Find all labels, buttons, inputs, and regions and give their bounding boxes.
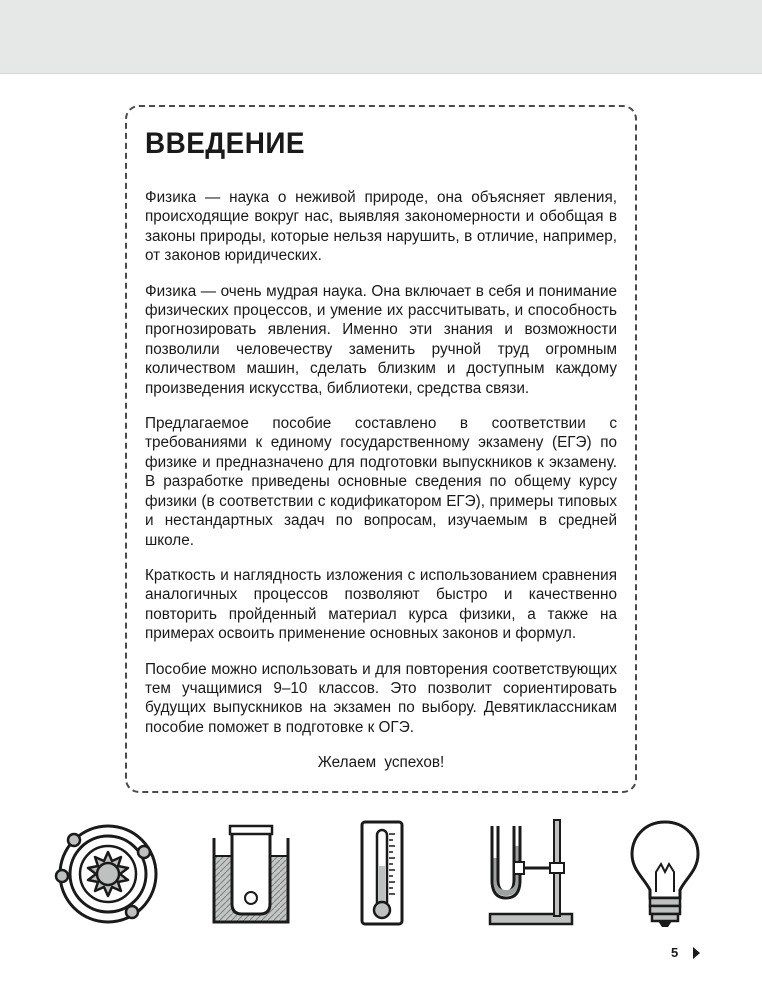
paragraph: Физика — наука о неживой природе, она объясняет явления, происходящие вокруг нас, выявляя закономерности и обобщая в законы природы, которые нельзя нарушить, в отличие, например, от законов юридических.: [145, 189, 617, 265]
thermometer-icon: [358, 820, 406, 928]
paragraph: Физика — очень мудрая наука. Она включает в себя и понимание физических процессов, и умение их рассчитывать, и способность прогнозировать явления. Именно эти знания и возможности позволили человечеству заменить ручной труд огромным количеством машин, сделать близким и доступным каждому произведения искусства, библиотеки, средства связи.: [145, 282, 617, 397]
page-number: 5: [671, 945, 679, 960]
paragraph: Краткость и наглядность изложения с использованием сравнения аналогичных процессов позволяют быстро и качественно повторить пройденный материал курса физики, а также на примерах освоить применение основных законов и формул.: [145, 566, 617, 643]
next-page-arrow-icon[interactable]: [692, 947, 700, 959]
paragraph: Пособие можно использовать и для повторения соответствующих тем учащимися 9–10 классов. Это позволит сориентировать будущих выпускников на экзамен по выбору. Девятиклассникам пособие поможет в подготовке к ОГЭ.: [145, 660, 617, 736]
solar-system-icon: [52, 818, 164, 930]
top-header-band: [0, 0, 762, 74]
signoff-text: Желаем успехов!: [317, 754, 445, 772]
introduction-box: [125, 105, 637, 793]
page-title: ВВЕДЕНИЕ: [145, 127, 305, 160]
light-bulb-icon: [628, 818, 702, 930]
vessel-with-liquid-icon: [208, 824, 294, 928]
paragraph: Предлагаемое пособие составлено в соответствии с требованиями к единому государственному экзамену (ЕГЭ) по физике и предназначено для подготовки выпускников к экзамену. В разработке приведены основные сведения по общему курсу физики (в соответствии с кодификатором ЕГЭ), примеры типовых и нестандартных задач по вопросам, изучаемым в средней школе.: [145, 415, 617, 549]
u-tube-on-stand-icon: [484, 818, 576, 928]
